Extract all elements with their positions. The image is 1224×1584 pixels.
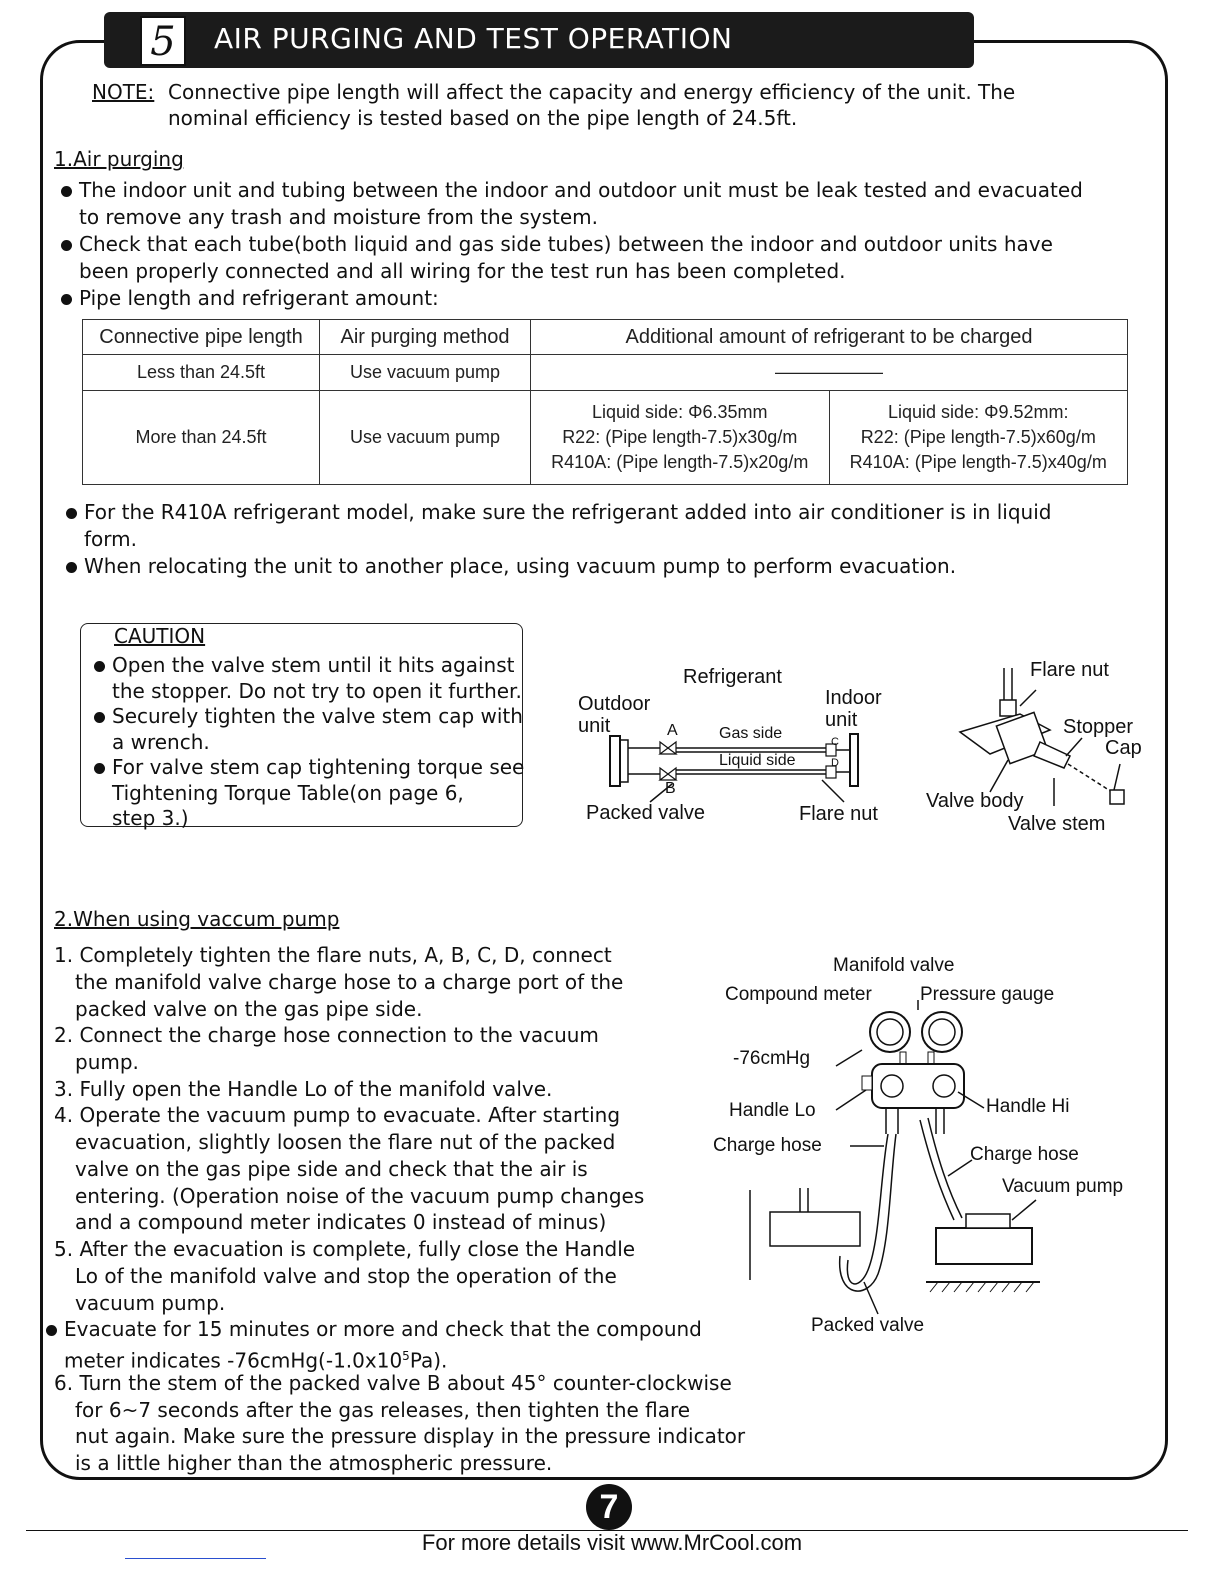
caution-item-cont: Tightening Torque Table(on page 6, [112,781,464,805]
cell-line: Liquid side: Φ9.52mm: [888,402,1069,422]
label-refrigerant: Refrigerant [683,666,782,688]
label-compound-meter: Compound meter [725,984,872,1005]
label-packed-valve: Packed valve [586,802,705,824]
section-2-heading: 2.When using vaccum pump [54,907,340,931]
label-manifold-valve: Manifold valve [833,955,955,976]
table-cell: —————— [531,355,1128,391]
label-cmhg: -76cmHg [733,1048,811,1069]
step-6-cont: nut again. Make sure the pressure display in the pressure indicator [75,1424,746,1448]
bullet-leak-test: The indoor unit and tubing between the indoor and outdoor unit must be leak tested and evacuated [79,178,1083,202]
note-line-1: Connective pipe length will affect the capacity and energy efficiency of the unit. The [168,80,1016,104]
label-stopper: Stopper [1063,716,1134,738]
page-number: 7 [586,1484,632,1530]
label-liquid-side: Liquid side [719,752,796,769]
step-2-cont: pump. [75,1050,139,1074]
label-gas-side: Gas side [719,725,783,742]
bullet-check-tubes-cont: been properly connected and all wiring for the test run has been completed. [79,259,846,283]
step-1-cont: the manifold valve charge hose to a charge port of the [75,970,624,994]
label-indoor: Indoor [825,687,882,709]
cell-line: R410A: (Pipe length-7.5)x20g/m [551,452,809,472]
caution-item: Securely tighten the valve stem cap with [112,704,523,728]
label-vacuum-pump: Vacuum pump [1002,1176,1124,1197]
caution-item: Open the valve stem until it hits against [112,653,515,677]
step-5-cont: Lo of the manifold valve and stop the operation of the [75,1264,617,1288]
bullet-relocating: When relocating the unit to another place, using vacuum pump to perform evacuation. [84,554,957,578]
step-4: 4. Operate the vacuum pump to evacuate. After starting [54,1103,621,1127]
caution-title: CAUTION [114,624,206,648]
caution-item-cont: step 3.) [112,806,189,830]
cell-line: R22: (Pipe length-7.5)x30g/m [562,427,798,447]
section-title: AIR PURGING AND TEST OPERATION [214,22,733,55]
cell-line: R22: (Pipe length-7.5)x60g/m [860,427,1096,447]
step-6-cont: for 6~7 seconds after the gas releases, then tighten the flare [75,1398,691,1422]
step-5: 5. After the evacuation is complete, fully close the Handle [54,1237,636,1261]
table-header: Connective pipe length [83,320,320,355]
label-d: D [831,757,839,769]
label-a: A [667,722,678,739]
evac-exponent: 5 [402,1349,410,1363]
table-header: Air purging method [320,320,531,355]
label-valve-stem: Valve stem [1008,813,1106,835]
label-handle-hi: Handle Hi [986,1096,1070,1117]
table-cell [531,391,830,485]
cell-line: R410A: (Pipe length-7.5)x40g/m [849,452,1107,472]
caution-item-cont: a wrench. [112,730,210,754]
note-label: NOTE: [92,80,155,104]
footer-text: For more details visit www.MrCool.com [421,1530,803,1555]
label-packed-valve-2: Packed valve [811,1315,925,1336]
step-2: 2. Connect the charge hose connection to the vacuum [54,1023,599,1047]
step-4-cont: entering. (Operation noise of the vacuum pump changes [75,1184,645,1208]
evac-text: meter indicates -76cmHg(-1.0x10 [64,1348,403,1373]
footer-link-underline [125,1558,266,1559]
table-cell: More than 24.5ft [83,391,320,485]
section-number: 5 [140,16,186,66]
table-cell: Use vacuum pump [320,355,531,391]
bullet-r410a-cont: form. [84,527,137,551]
step-4-cont: valve on the gas pipe side and check that the air is [75,1157,588,1181]
note-line-2: nominal efficiency is tested based on the pipe length of 24.5ft. [168,106,798,130]
label-valve-body: Valve body [926,790,1024,812]
step-4-cont: and a compound meter indicates 0 instead of minus) [75,1210,607,1234]
step-6: 6. Turn the stem of the packed valve B about 45° counter-clockwise [54,1371,732,1395]
table-cell: Less than 24.5ft [83,355,320,391]
caution-item: For valve stem cap tightening torque see [112,755,525,779]
bullet-evacuate: Evacuate for 15 minutes or more and check that the compound [64,1317,702,1341]
label-b: B [665,780,676,797]
label-charge-hose-left: Charge hose [713,1135,822,1156]
label-flare-nut: Flare nut [799,803,878,825]
step-3: 3. Fully open the Handle Lo of the manifold valve. [54,1077,553,1101]
bullet-check-tubes: Check that each tube(both liquid and gas side tubes) between the indoor and outdoor units have [79,232,1053,256]
label-pressure-gauge: Pressure gauge [920,984,1055,1005]
bullet-leak-test-cont: to remove any trash and moisture from the system. [79,205,599,229]
refrigerant-table [82,319,1128,485]
label-handle-lo: Handle Lo [729,1100,816,1121]
cell-line: Liquid side: Φ6.35mm [592,402,768,422]
step-5-cont: vacuum pump. [75,1291,226,1315]
step-6-cont: is a little higher than the atmospheric pressure. [75,1451,553,1475]
table-header: Additional amount of refrigerant to be charged [531,320,1128,355]
caution-item-cont: the stopper. Do not try to open it further. [112,679,522,703]
bullet-r410a: For the R410A refrigerant model, make sure the refrigerant added into air conditioner is in liquid [84,500,1052,524]
label-cap: Cap [1105,737,1142,759]
evac-unit: Pa). [409,1348,448,1373]
step-4-cont: evacuation, slightly loosen the flare nut of the packed [75,1130,616,1154]
label-indoor-unit: unit [825,709,858,731]
label-outdoor-unit: unit [578,715,611,737]
section-1-heading: 1.Air purging [54,147,184,171]
table-cell: Use vacuum pump [320,391,531,485]
label-c: C [831,736,839,748]
step-1-cont: packed valve on the gas pipe side. [75,997,423,1021]
step-1: 1. Completely tighten the flare nuts, A, B, C, D, connect [54,943,612,967]
label-flare-nut-2: Flare nut [1030,659,1109,681]
table-cell [829,391,1128,485]
bullet-pipe-length: Pipe length and refrigerant amount: [79,286,439,310]
label-charge-hose-right: Charge hose [970,1144,1079,1165]
label-outdoor: Outdoor [578,693,651,715]
